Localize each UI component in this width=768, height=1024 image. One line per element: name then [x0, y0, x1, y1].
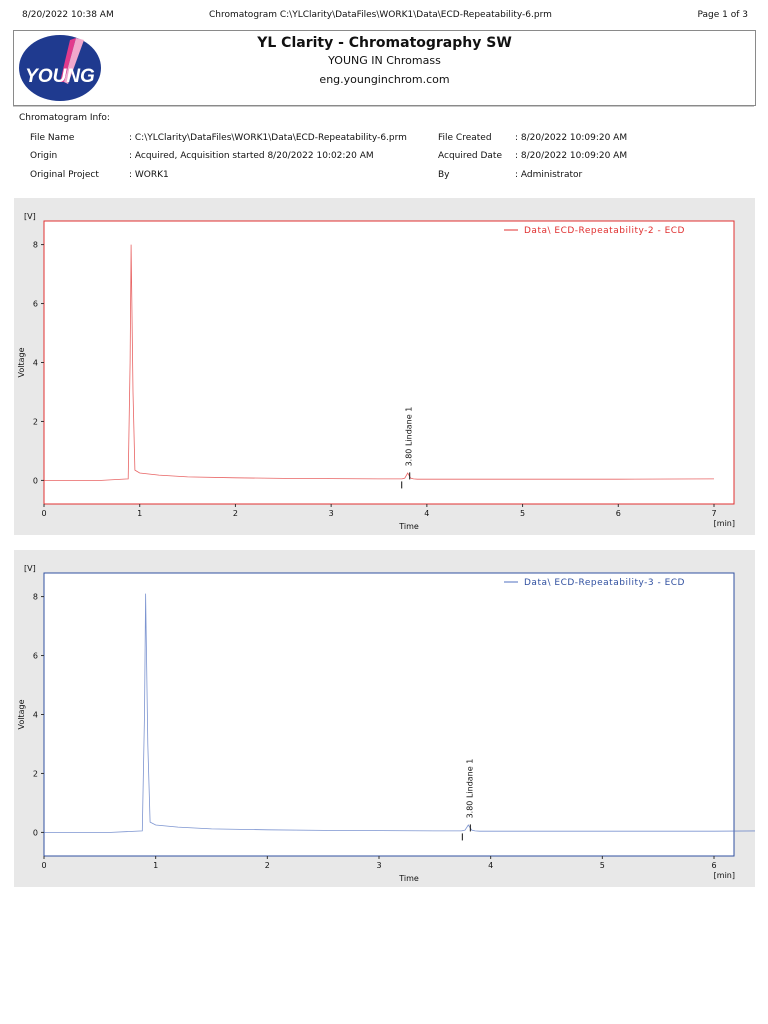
company-name: YOUNG IN Chromass [328, 54, 441, 67]
plot-area [44, 221, 734, 504]
x-unit-label: [min] [713, 519, 735, 528]
chromatogram-panel-2 [14, 550, 755, 887]
y-tick-label: 8 [32, 592, 38, 602]
x-tick-label: 7 [711, 509, 717, 518]
project-label: Original Project [30, 170, 99, 180]
chromatogram-panel-1 [14, 198, 755, 535]
x-tick-label: 0 [41, 861, 47, 870]
by-value: : Administrator [515, 170, 583, 180]
x-tick-label: 1 [137, 509, 143, 518]
y-tick-label: 2 [32, 417, 38, 427]
acquired-value: : 8/20/2022 10:09:20 AM [515, 151, 628, 161]
page-number: Page 1 of 3 [697, 10, 748, 20]
legend-entry: Data\ ECD-Repeatability-3 - ECD [524, 578, 685, 588]
x-tick-label: 5 [599, 861, 605, 870]
y-tick-label: 4 [32, 358, 38, 368]
by-label: By [438, 170, 450, 180]
origin-label: Origin [30, 151, 58, 161]
x-tick-label: 4 [424, 509, 430, 518]
logo-text: YOUNG [25, 66, 95, 87]
file-name-label: File Name [30, 133, 75, 143]
y-unit-label: [V] [24, 564, 36, 573]
file-created-label: File Created [438, 133, 492, 143]
x-tick-label: 2 [264, 861, 270, 870]
origin-value: : Acquired, Acquisition started 8/20/2022 10:02:20 AM [129, 151, 374, 161]
x-tick-label: 3 [328, 509, 334, 518]
info-title: Chromatogram Info: [19, 113, 110, 123]
file-name-value: : C:\YLClarity\DataFiles\WORK1\Data\ECD-Repeatability-6.prm [129, 133, 407, 143]
company-website: eng.younginchrom.com [319, 73, 450, 86]
x-tick-label: 6 [615, 509, 621, 518]
y-unit-label: [V] [24, 212, 36, 221]
x-tick-label: 1 [153, 861, 159, 870]
app-title: YL Clarity - Chromatography SW [257, 35, 512, 51]
print-datetime: 8/20/2022 10:38 AM [22, 10, 114, 20]
y-axis-label: Voltage [17, 699, 26, 730]
x-unit-label: [min] [713, 871, 735, 880]
y-tick-label: 6 [32, 299, 38, 309]
y-tick-label: 6 [32, 651, 38, 661]
x-tick-label: 0 [41, 509, 47, 518]
chromatogram-chart-2 [14, 550, 755, 887]
project-value: : WORK1 [129, 170, 169, 180]
x-tick-label: 5 [520, 509, 526, 518]
chromatogram-chart-1 [14, 198, 755, 535]
report-header [13, 30, 756, 106]
x-axis-label: Time [399, 874, 419, 883]
y-tick-label: 4 [32, 710, 38, 720]
y-tick-label: 0 [32, 828, 38, 838]
x-tick-label: 4 [488, 861, 494, 870]
peak-label: 3.80 Lindane 1 [404, 406, 414, 467]
x-tick-label: 2 [232, 509, 238, 518]
x-tick-label: 6 [711, 861, 717, 870]
y-axis-label: Voltage [17, 347, 26, 378]
file-created-value: : 8/20/2022 10:09:20 AM [515, 133, 628, 143]
acquired-label: Acquired Date [438, 151, 502, 161]
chromatogram-path: Chromatogram C:\YLClarity\DataFiles\WORK1\Data\ECD-Repeatability-6.prm [209, 10, 552, 20]
x-tick-label: 3 [376, 861, 382, 870]
y-tick-label: 8 [32, 240, 38, 250]
y-tick-label: 0 [32, 476, 38, 486]
legend-entry: Data\ ECD-Repeatability-2 - ECD [524, 226, 685, 236]
x-axis-label: Time [399, 522, 419, 531]
chromatogram-info [13, 106, 754, 187]
peak-label: 3.80 Lindane 1 [465, 758, 475, 819]
y-tick-label: 2 [32, 769, 38, 779]
